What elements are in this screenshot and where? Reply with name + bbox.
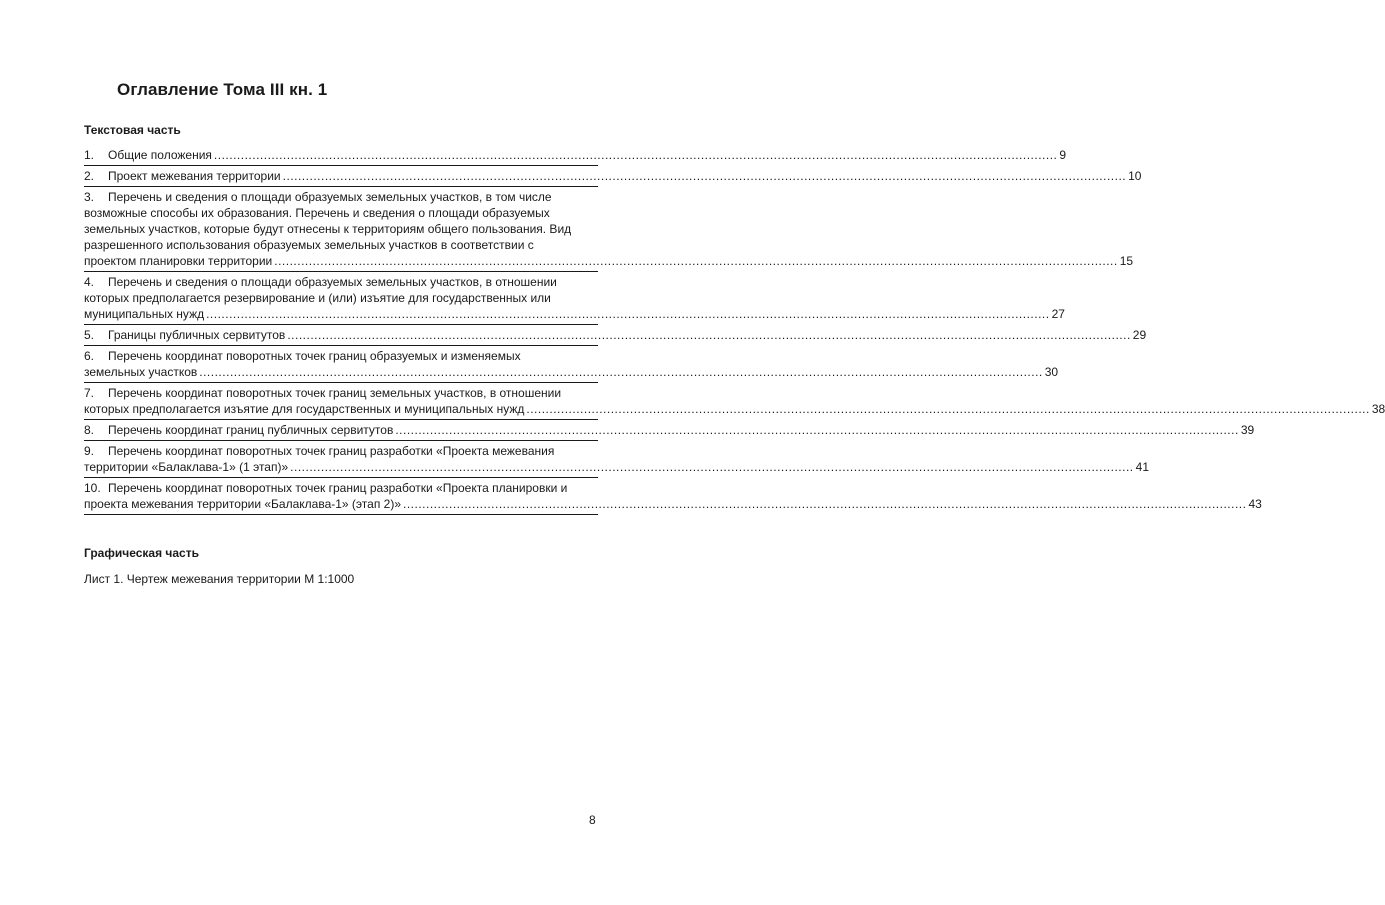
toc-entry-last-line bbox=[84, 459, 1149, 475]
toc-entry-line bbox=[84, 274, 598, 290]
toc-entry-number: 1. bbox=[84, 148, 95, 162]
toc-dot-leader bbox=[290, 459, 1133, 475]
toc-entry-line bbox=[84, 290, 598, 306]
toc-entry-line bbox=[84, 385, 598, 401]
toc-entry-text: проекта межевания территории «Балаклава-1» (этап 2)» bbox=[84, 497, 401, 511]
toc-dot-leader bbox=[206, 306, 1049, 322]
toc-page-number: 41 bbox=[1135, 460, 1149, 474]
toc-entry-text: проектом планировки территории bbox=[84, 254, 273, 268]
toc-entry-title bbox=[84, 496, 401, 512]
toc-entry-last-line bbox=[84, 496, 1262, 512]
toc-dot-leader bbox=[274, 253, 1117, 269]
toc-dot-leader bbox=[287, 327, 1130, 343]
table-of-contents bbox=[84, 146, 1385, 515]
toc-dot-leader bbox=[395, 422, 1238, 438]
toc-entry-text: муниципальных нужд bbox=[84, 307, 205, 321]
toc-entry-text: возможные способы их образования. Перечень и сведения о площади образуемых bbox=[84, 206, 550, 220]
toc-page-number: 39 bbox=[1240, 423, 1255, 437]
toc-entry-line bbox=[84, 189, 598, 205]
toc-entry-text: Перечень координат поворотных точек границ разработки «Проекта планировки и bbox=[108, 481, 568, 495]
toc-entry-line bbox=[84, 443, 598, 459]
toc-entry-title bbox=[84, 306, 204, 322]
toc-entry-number: 2. bbox=[84, 169, 95, 183]
toc-entry-text: разрешенного использования образуемых земельных участков в соответствии с bbox=[84, 238, 534, 252]
toc-entry-text: Перечень координат поворотных точек границ земельных участков, в отношении bbox=[108, 386, 562, 400]
toc-entry-text: которых предполагается изъятие для государственных и муниципальных нужд bbox=[84, 402, 525, 416]
text-section-heading: Текстовая часть bbox=[84, 123, 181, 137]
toc-entry[interactable] bbox=[84, 326, 1147, 346]
toc-entry-text: земельных участков bbox=[84, 365, 198, 379]
toc-entry-text: Перечень и сведения о площади образуемых земельных участков, в отношении bbox=[108, 275, 557, 289]
toc-entry-number: 4. bbox=[84, 275, 95, 289]
toc-entry[interactable] bbox=[84, 479, 1262, 515]
toc-entry-title bbox=[84, 364, 197, 380]
sheet-entry: Лист 1. Чертеж межевания территории М 1:1000 bbox=[84, 572, 355, 586]
toc-entry-text: Перечень координат поворотных точек границ разработки «Проекта межевания bbox=[108, 444, 555, 458]
toc-page-number: 15 bbox=[1119, 254, 1134, 268]
toc-dot-leader bbox=[526, 401, 1369, 417]
toc-dot-leader bbox=[283, 168, 1126, 184]
toc-entry-last-line bbox=[84, 168, 1142, 184]
toc-entry-title bbox=[84, 147, 212, 163]
toc-entry-title bbox=[84, 422, 393, 438]
toc-page-number: 9 bbox=[1059, 148, 1067, 162]
page-number: 8 bbox=[589, 813, 596, 827]
toc-entry-line bbox=[84, 221, 598, 237]
toc-entry-text: Границы публичных сервитутов bbox=[108, 328, 286, 342]
toc-entry[interactable] bbox=[84, 421, 1255, 441]
toc-entry[interactable] bbox=[84, 273, 1065, 325]
toc-entry-text: Перечень координат поворотных точек границ образуемых и изменяемых bbox=[108, 349, 521, 363]
graphic-section-heading: Графическая часть bbox=[84, 546, 199, 560]
toc-entry-title bbox=[84, 401, 524, 417]
toc-entry-text: Перечень и сведения о площади образуемых земельных участков, в том числе bbox=[108, 190, 552, 204]
toc-page-number: 29 bbox=[1132, 328, 1147, 342]
toc-entry-last-line bbox=[84, 327, 1147, 343]
toc-entry-last-line bbox=[84, 253, 1134, 269]
toc-page-number: 38 bbox=[1371, 402, 1385, 416]
toc-entry-text: которых предполагается резервирование и (или) изъятие для государственных или bbox=[84, 291, 551, 305]
toc-entry[interactable] bbox=[84, 146, 1067, 166]
toc-entry-title bbox=[84, 327, 285, 343]
toc-entry-text: Проект межевания территории bbox=[108, 169, 281, 183]
toc-page-number: 27 bbox=[1051, 307, 1065, 321]
toc-entry-number: 8. bbox=[84, 423, 95, 437]
toc-page-number: 30 bbox=[1044, 365, 1059, 379]
toc-entry-title bbox=[84, 168, 281, 184]
toc-entry-text: Перечень координат границ публичных сервитутов bbox=[108, 423, 394, 437]
toc-entry-last-line bbox=[84, 401, 1385, 417]
toc-entry-number: 7. bbox=[84, 386, 95, 400]
toc-entry[interactable] bbox=[84, 167, 1142, 187]
toc-entry-title bbox=[84, 253, 272, 269]
toc-entry-last-line bbox=[84, 147, 1067, 163]
toc-entry-number: 3. bbox=[84, 190, 95, 204]
toc-entry-line bbox=[84, 348, 598, 364]
toc-page-number: 43 bbox=[1248, 497, 1262, 511]
toc-entry-line bbox=[84, 480, 598, 496]
toc-entry-last-line bbox=[84, 422, 1255, 438]
toc-entry-number: 5. bbox=[84, 328, 95, 342]
toc-entry-text: земельных участков, которые будут отнесены к территориям общего пользования. Вид bbox=[84, 222, 572, 236]
toc-entry[interactable] bbox=[84, 442, 1149, 478]
toc-entry-number: 10. bbox=[84, 481, 101, 495]
toc-dot-leader bbox=[403, 496, 1246, 512]
toc-entry[interactable] bbox=[84, 384, 1385, 420]
toc-entry-number: 9. bbox=[84, 444, 95, 458]
toc-entry-line bbox=[84, 205, 598, 221]
toc-page-number: 10 bbox=[1128, 169, 1142, 183]
toc-entry[interactable] bbox=[84, 188, 1134, 272]
toc-entry-last-line bbox=[84, 306, 1065, 322]
toc-entry-title bbox=[84, 459, 288, 475]
toc-entry-text: Общие положения bbox=[108, 148, 212, 162]
toc-dot-leader bbox=[199, 364, 1042, 380]
toc-entry-text: территории «Балаклава-1» (1 этап)» bbox=[84, 460, 289, 474]
toc-entry-line bbox=[84, 237, 598, 253]
toc-entry-last-line bbox=[84, 364, 1059, 380]
toc-dot-leader bbox=[214, 147, 1057, 163]
document-title: Оглавление Тома III кн. 1 bbox=[117, 80, 328, 99]
toc-entry[interactable] bbox=[84, 347, 1059, 383]
toc-entry-number: 6. bbox=[84, 349, 95, 363]
